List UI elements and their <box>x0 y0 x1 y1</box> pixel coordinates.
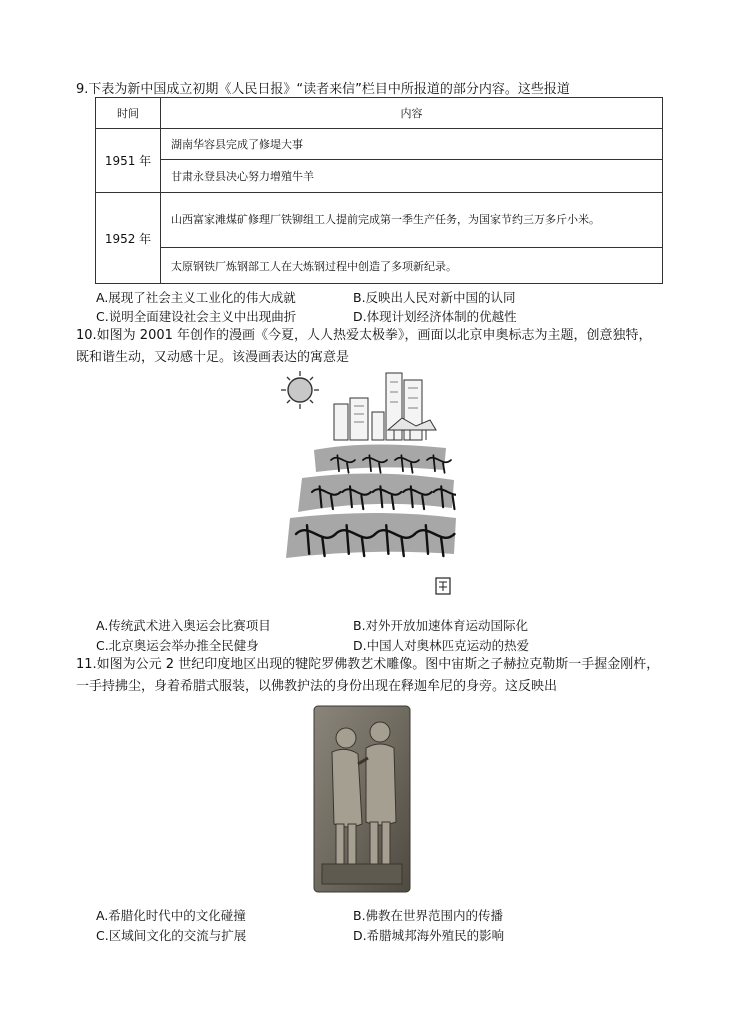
table-header-row <box>96 98 663 129</box>
question-10-stem: 10.如图为 2001 年创作的漫画《今夏，人人热爱太极拳》，画面以北京申奥标志为主题，创意独特，既和谐生动，又动感十足。该漫画表达的寓意是 <box>76 328 652 365</box>
content-cell: 甘肃永登县决心努力增殖牛羊 <box>161 160 663 193</box>
q10-option-c[interactable]: C.北京奥运会举办推全民健身 <box>96 638 259 653</box>
q10-option-b[interactable]: B.对外开放加速体育运动国际化 <box>353 618 529 633</box>
taichi-cartoon-image <box>276 368 456 606</box>
q9-option-c[interactable]: C.说明全面建设社会主义中出现曲折 <box>96 309 297 324</box>
reports-table <box>95 97 663 284</box>
brush-bands <box>286 444 456 558</box>
table-row <box>96 160 663 193</box>
q9-option-b[interactable]: B.反映出人民对新中国的认同 <box>353 290 516 305</box>
table-row <box>96 129 663 160</box>
table-row <box>96 248 663 284</box>
q11-option-b[interactable]: B.佛教在世界范围内的传播 <box>353 908 504 923</box>
content-cell: 太原钢铁厂炼钢部工人在大炼钢过程中创造了多项新纪录。 <box>161 248 663 284</box>
header-content: 内容 <box>161 98 663 129</box>
q10-option-d[interactable]: D.中国人对奥林匹克运动的热爱 <box>353 638 530 653</box>
question-9-stem: 9.下表为新中国成立初期《人民日报》“读者来信”栏目中所报道的部分内容。这些报道 <box>76 82 570 97</box>
table-row <box>96 193 663 248</box>
q9-option-d[interactable]: D.体现计划经济体制的优越性 <box>353 309 517 324</box>
year-cell: 1952 年 <box>96 193 161 284</box>
year-cell: 1951 年 <box>96 129 161 193</box>
content-cell: 湖南华容县完成了修堤大事 <box>161 129 663 160</box>
city-skyline <box>334 373 436 440</box>
gandhara-statue-image <box>312 704 412 894</box>
q10-option-a[interactable]: A.传统武术进入奥运会比赛项目 <box>96 618 271 633</box>
question-11-stem: 11.如图为公元 2 世纪印度地区出现的犍陀罗佛教艺术雕像。图中宙斯之子赫拉克勒斯一手握金刚杵，一手持拂尘，身着希腊式服装，以佛教护法的身份出现在释迦牟尼的身旁。这反映出 <box>76 657 660 694</box>
header-time: 时间 <box>96 98 161 129</box>
q9-option-a[interactable]: A.展现了社会主义工业化的伟大成就 <box>96 290 296 305</box>
q11-option-a[interactable]: A.希腊化时代中的文化碰撞 <box>96 908 246 923</box>
q11-option-c[interactable]: C.区域间文化的交流与扩展 <box>96 928 247 943</box>
q11-option-d[interactable]: D.希腊城邦海外殖民的影响 <box>353 928 505 943</box>
content-cell: 山西富家滩煤矿修理厂铁铆组工人提前完成第一季生产任务，为国家节约三万多斤小米。 <box>161 193 663 248</box>
sun-icon <box>281 371 319 409</box>
